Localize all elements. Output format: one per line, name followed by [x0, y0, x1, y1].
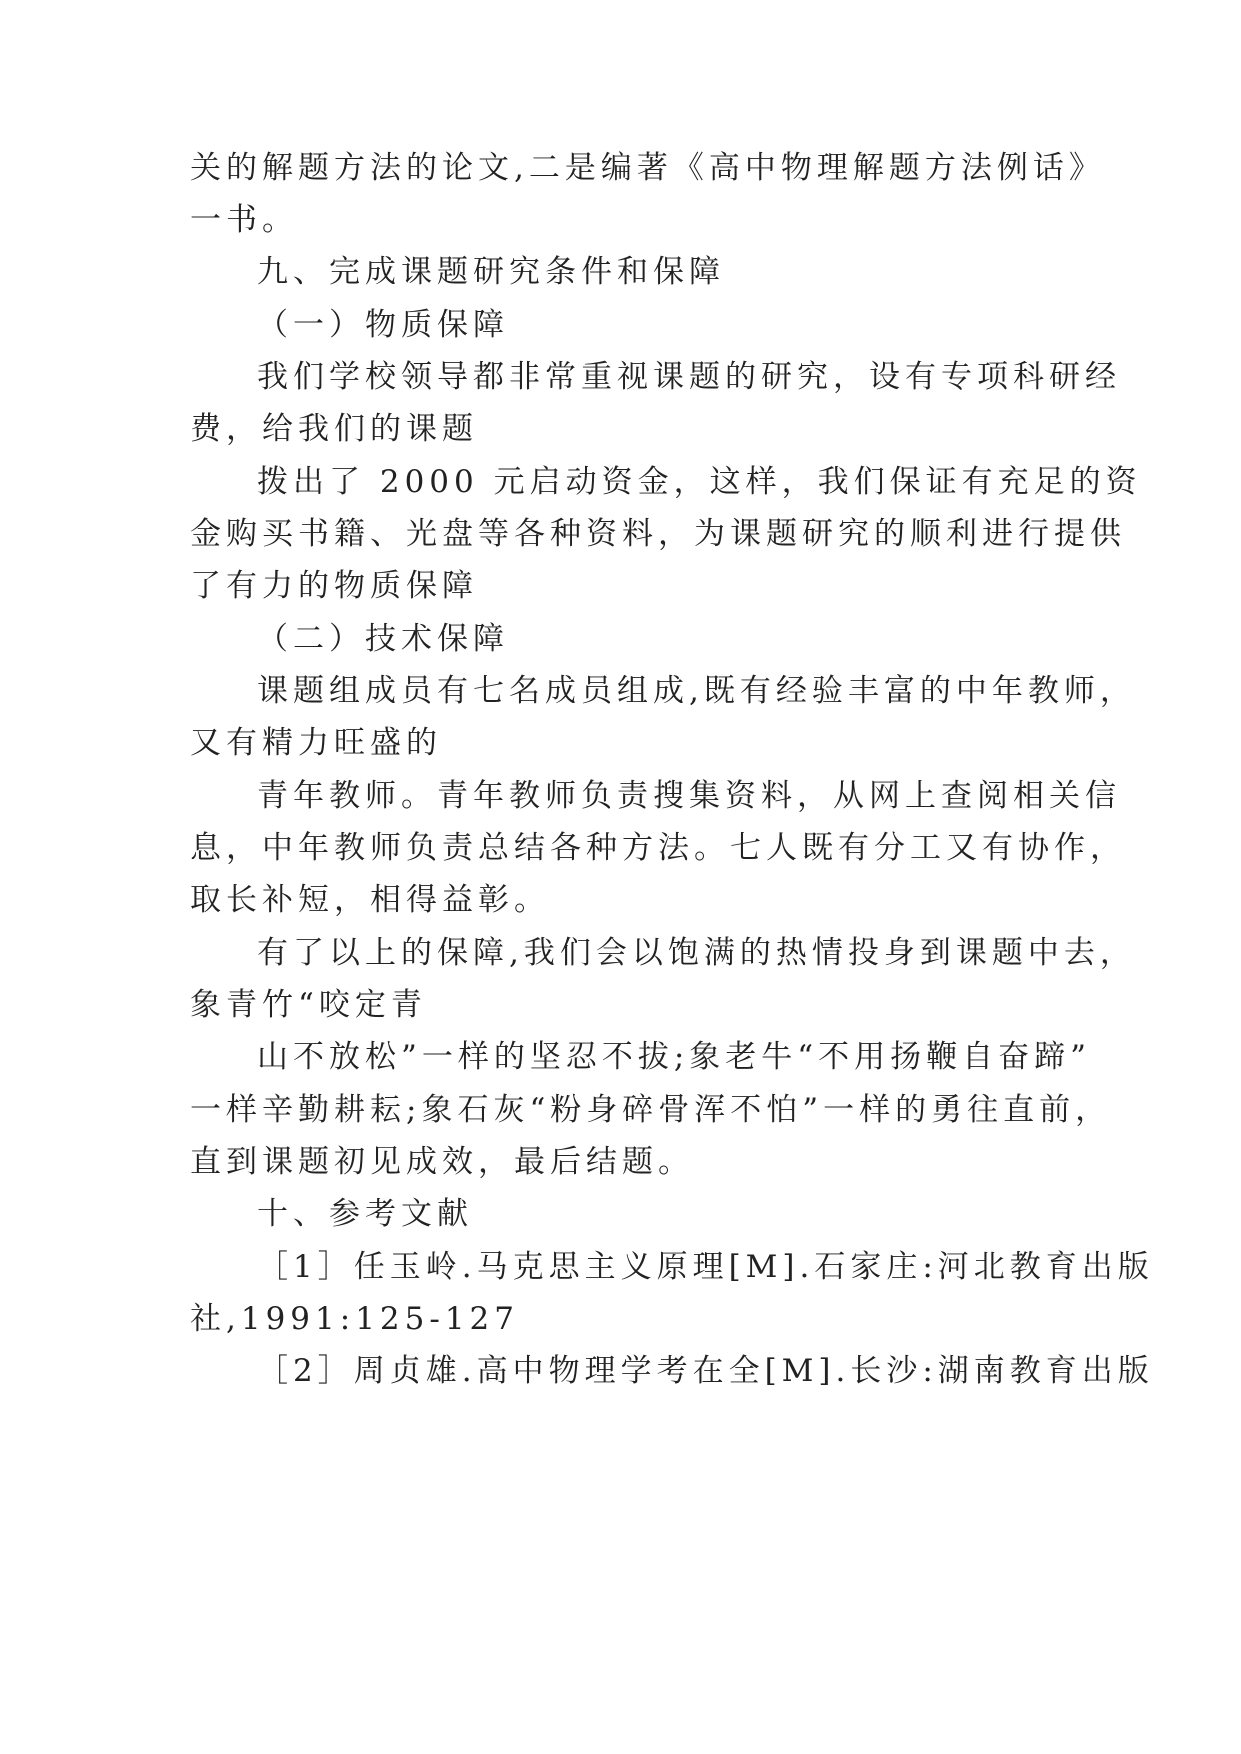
text-line: 费，给我们的课题	[190, 411, 478, 447]
text-line: 象青竹“咬定青	[190, 987, 427, 1023]
reference-item: ［2］周贞雄.高中物理学考在全[M].长沙:湖南教育出版	[257, 1353, 1154, 1389]
text-line: 山不放松”一样的坚忍不拔;象老牛“不用扬鞭自奋蹄”	[257, 1039, 1091, 1075]
text-line: 直到课题初见成效，最后结题。	[190, 1144, 694, 1180]
reference-item: ［1］任玉岭.马克思主义原理[M].石家庄:河北教育出版	[257, 1249, 1154, 1285]
text-line: 课题组成员有七名成员组成,既有经验丰富的中年教师，	[257, 673, 1136, 709]
text-line: 一书。	[190, 202, 298, 238]
text-line: 我们学校领导都非常重视课题的研究，设有专项科研经	[257, 359, 1121, 395]
text-line: 关的解题方法的论文,二是编著《高中物理解题方法例话》	[190, 150, 1105, 186]
subsection-heading: （一）物质保障	[257, 307, 509, 343]
text-line: 息，中年教师负责总结各种方法。七人既有分工又有协作，	[190, 830, 1126, 866]
reference-item-continuation: 社,1991:125-127	[190, 1301, 520, 1337]
text-line: 青年教师。青年教师负责搜集资料，从网上查阅相关信	[257, 778, 1121, 814]
text-line: 有了以上的保障,我们会以饱满的热情投身到课题中去，	[257, 935, 1136, 971]
text-line: 又有精力旺盛的	[190, 725, 442, 761]
text-line: 一样辛勤耕耘;象石灰“粉身碎骨浑不怕”一样的勇往直前，	[190, 1092, 1112, 1128]
subsection-heading: （二）技术保障	[257, 621, 509, 657]
text-line: 金购买书籍、光盘等各种资料，为课题研究的顺利进行提供	[190, 516, 1126, 552]
text-line: 了有力的物质保障	[190, 568, 478, 604]
section-heading: 十、参考文献	[257, 1196, 473, 1232]
text-line: 取长补短，相得益彰。	[190, 882, 550, 918]
section-heading: 九、完成课题研究条件和保障	[257, 254, 725, 290]
text-line: 拨出了 2000 元启动资金，这样，我们保证有充足的资	[257, 464, 1142, 500]
